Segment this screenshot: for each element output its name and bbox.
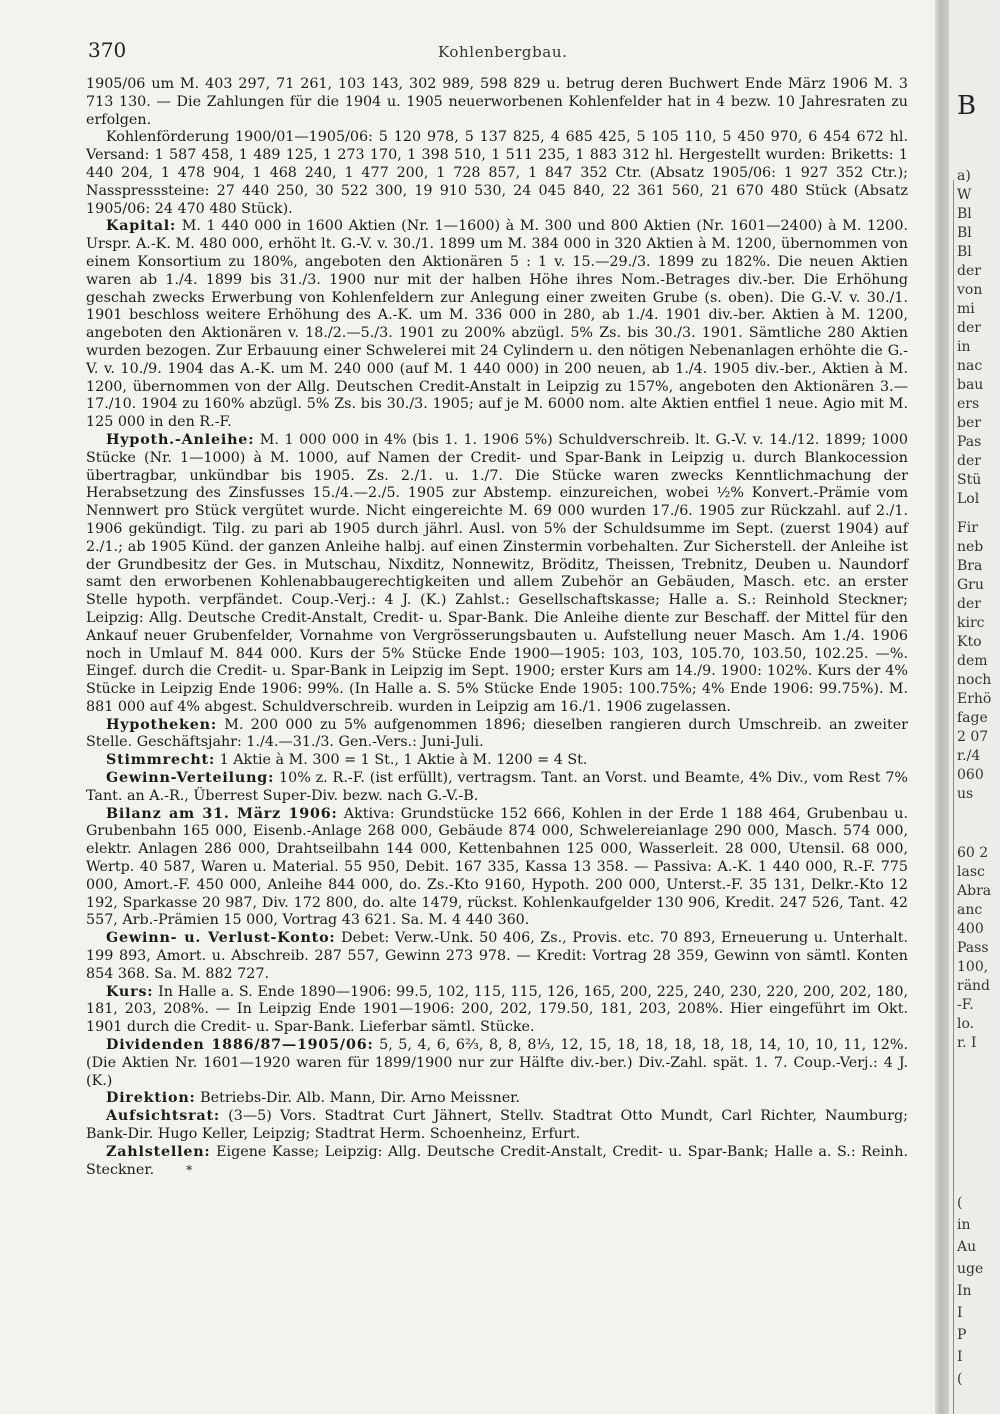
section-heading: Bilanz am 31. März 1906: bbox=[106, 805, 338, 822]
adjacent-page-fragment: mi bbox=[957, 301, 975, 317]
section-heading: Hypotheken: bbox=[106, 716, 217, 733]
paragraph bbox=[86, 1144, 908, 1180]
section-heading: Stimmrecht: bbox=[106, 752, 216, 769]
adjacent-page-fragment: Bl bbox=[957, 244, 972, 260]
paragraph bbox=[86, 76, 908, 129]
section-heading: Hypoth.-Anleihe: bbox=[106, 431, 255, 448]
paragraph-text: Debet: Verw.-Unk. 50 406, Zs., Provis. etc. 70 893, Erneuerung u. Unterhalt. 199 893, Amort. u. Abschreib. 287 557, Gewinn 273 978. — Kredit: Vortrag 28 359, Gewinn von sämtl. Konten 854 368. Sa. M. 882 727. bbox=[86, 930, 908, 982]
page-number: 370 bbox=[88, 38, 127, 62]
adjacent-page-fragment: ber bbox=[957, 415, 981, 431]
adjacent-page-fragment: B bbox=[957, 91, 977, 121]
paragraph bbox=[86, 218, 908, 432]
adjacent-page-fragment: lo. bbox=[957, 1016, 975, 1032]
adjacent-page-fragment: Stü bbox=[957, 472, 982, 488]
paragraph bbox=[86, 984, 908, 1037]
paragraph-text: Eigene Kasse; Leipzig: Allg. Deutsche Credit-Anstalt, Credit- u. Spar-Bank; Halle a. S.: Reinh. Steckner. bbox=[86, 1143, 908, 1178]
paragraph-text: 1 Aktie à M. 300 = 1 St., 1 Aktie à M. 1200 = 4 St. bbox=[219, 752, 588, 769]
adjacent-page-fragment: Pas bbox=[957, 434, 982, 450]
paragraph-text: 1905/06 um M. 403 297, 71 261, 103 143, 302 989, 598 829 u. betrug deren Buchwert Ende März 1906 M. 3 713 130. — Die Zahlungen für die 1904 u. 1905 neuerworbenen Kohlenfelder hat in 4 bezw. 10 Jahresraten zu erfolgen. bbox=[86, 76, 908, 128]
adjacent-page-fragment: der bbox=[957, 596, 981, 612]
adjacent-page-fragment: W bbox=[957, 187, 972, 203]
adjacent-page-fragment: Gru bbox=[957, 577, 984, 593]
adjacent-page-fragment: Lol bbox=[957, 491, 980, 507]
adjacent-page-fragment: in bbox=[957, 1217, 971, 1233]
section-heading: Kapital: bbox=[106, 218, 177, 235]
section-heading: Direktion: bbox=[106, 1090, 196, 1107]
adjacent-page-fragment: von bbox=[957, 282, 983, 298]
adjacent-page-fragment: Kto bbox=[957, 634, 982, 650]
adjacent-page-fragment: neb bbox=[957, 539, 984, 555]
adjacent-page-fragment: Fir bbox=[957, 520, 978, 536]
adjacent-page-fragment: der bbox=[957, 453, 981, 469]
adjacent-page-fragment: fage bbox=[957, 710, 988, 726]
adjacent-page-fragment: Bra bbox=[957, 558, 983, 574]
adjacent-page-fragment: ränd bbox=[957, 978, 991, 994]
paragraph-text: Betriebs-Dir. Alb. Mann, Dir. Arno Meissner. bbox=[200, 1090, 520, 1107]
paragraph bbox=[86, 1037, 908, 1090]
adjacent-page-fragment: bau bbox=[957, 377, 984, 393]
adjacent-page-fragment: ( bbox=[957, 1371, 963, 1387]
adjacent-page-fragment: uge bbox=[957, 1261, 984, 1277]
section-heading: Aufsichtsrat: bbox=[106, 1108, 220, 1125]
adjacent-page-fragment: 060 bbox=[957, 767, 984, 783]
adjacent-page-fragment: noch bbox=[957, 672, 992, 688]
adjacent-page-fragment: Pass bbox=[957, 940, 989, 956]
adjacent-page-fragment: us bbox=[957, 786, 974, 802]
adjacent-page-fragment: ( bbox=[957, 1195, 963, 1211]
adjacent-page-fragment: Bl bbox=[957, 206, 972, 222]
adjacent-page-fragment: a) bbox=[957, 168, 971, 184]
adjacent-page-fragment: r./4 bbox=[957, 748, 981, 764]
adjacent-page-fragment: der bbox=[957, 320, 981, 336]
adjacent-page-edge bbox=[949, 0, 1000, 1414]
adjacent-page-fragment: Abra bbox=[957, 883, 992, 899]
adjacent-page-fragment: 2 07 bbox=[957, 729, 989, 745]
adjacent-page-fragment: lasc bbox=[957, 864, 985, 880]
paragraph-text: 10% z. R.-F. (ist erfüllt), vertragsm. Tant. an Vorst. und Beamte, 4% Div., vom Rest 7% Tant. an A.-R., Überrest Super-Div. bezw. nach G.-V.-B. bbox=[86, 770, 908, 804]
running-title: Kohlenbergbau. bbox=[438, 43, 568, 61]
paragraph bbox=[86, 717, 908, 753]
paragraph-text: Aktiva: Grundstücke 152 666, Kohlen in der Erde 1 188 464, Grubenbau u. Grubenbahn 165 000, Eisenb.-Anlage 268 000, Gebäude 874 000, Schwelereianlage 290 000, Masch. 574 000, elektr. Anlagen 286 000, Drahtseilbahn 144 000, Kettenbahnen 125 000, Wasserleit. 28 000, Utensil. 68 000, Wertp. 40 587, Waren u. Material. 55 950, Debit. 167 335, Kassa 13 358. — Passiva: A.-K. 1 440 000, R.-F. 775 000, Amort.-F. 450 000, Anleihe 844 000, do. Zs.-Kto 9160, Hypoth. 200 000, Unterst.-F. 35 131, Delkr.-Kto 12 192, Sparkasse 20 987, Div. 172 800, do. alte 1479, rückst. Kohlenkaufgelder 130 906, Kredit. 247 526, Tant. 42 557, Arb.-Prämien 15 000, Vortrag 43 621. Sa. M. 4 440 360. bbox=[86, 805, 909, 929]
paragraph bbox=[86, 1090, 908, 1108]
adjacent-page-fragment: Au bbox=[957, 1239, 977, 1255]
section-heading: Gewinn-Verteilung: bbox=[106, 770, 275, 787]
page-body bbox=[86, 76, 908, 1179]
adjacent-page-fragment: nac bbox=[957, 358, 983, 374]
adjacent-page-fragment: anc bbox=[957, 902, 983, 918]
paragraph bbox=[86, 806, 908, 931]
adjacent-page-fragment: kirc bbox=[957, 615, 985, 631]
adjacent-page-fragment: P bbox=[957, 1327, 967, 1343]
paragraph bbox=[86, 1108, 908, 1144]
section-heading: Kurs: bbox=[106, 983, 154, 1000]
section-heading: Zahlstellen: bbox=[106, 1143, 211, 1160]
section-heading: Dividenden 1886/87—1905/06: bbox=[106, 1037, 374, 1054]
book-gutter bbox=[935, 0, 949, 1414]
section-heading: Gewinn- u. Verlust-Konto: bbox=[106, 930, 336, 947]
adjacent-page-fragment: 60 2 bbox=[957, 845, 989, 861]
adjacent-page-fragment: I bbox=[957, 1349, 963, 1365]
paragraph bbox=[86, 930, 908, 983]
paragraph-text: M. 1 440 000 in 1600 Aktien (Nr. 1—1600) à M. 300 und 800 Aktien (Nr. 1601—2400) à M. 1200. Urspr. A.-K. M. 480 000, erhöht lt. G.-V. v. 30./1. 1899 um M. 384 000 in 320 Aktien à M. 1200, übernommen von einem Konsortium zu 180%, angeboten den Aktionären 5 : 1 v. 15.—29./3. 1899 zu 182%. Die neuen Aktien waren ab 1./4. 1899 bis 31./3. 1900 nur mit der halben Höhe ihres Nom.-Betrages div.-ber. Die Erhöhung geschah zwecks Erwerbung von Kohlenfeldern zur Anlegung einer zweiten Grube (s. oben). Die G.-V. v. 30./1. 1901 beschloss weitere Erhöhung des A.-K. um M. 336 000 in 280, ab 1./4. 1901 div.-ber. Aktien à M. 1200, angeboten den Aktionären v. 18./2.—5./3. 1901 zu 200% abzügl. 5% Zs. bis 30./3. 1901. Sämtliche 280 Aktien wurden bezogen. Zur Erbauung einer Schwelerei mit 24 Cylindern u. den nötigen Nebenanlagen erhöhte die G.-V. v. 10./9. 1904 das A.-K. um M. 240 000 (auf M. 1 440 000) in 200 neuen, ab 1./4. 1905 div.-ber., Aktien à M. 1200, übernommen von der Allg. Deutschen Credit-Anstalt in Leipzig zu 157%, angeboten den Aktionären 3.—17./10. 1904 zu 160% abzügl. 5% Zs. bis 30./3. 1905; auf je M. 6000 nom. alte Aktien entfiel 1 neue. Agio mit M. 125 000 in den R.-F. bbox=[86, 218, 908, 431]
paragraph-text: M. 1 000 000 in 4% (bis 1. 1. 1906 5%) Schuldverschreib. lt. G.-V. v. 14./12. 1899; 1000 Stücke (Nr. 1—1000) à M. 1000, auf Namen der Credit- und Spar-Bank in Leipzig u. durch Blankocession übertragbar, unkündbar bis 1905. Zs. 2./1. u. 1./7. Die Stücke waren zwecks Kenntlichmachung der Herabsetzung des Zinsfusses 15./4.—2./5. 1905 zur Abstemp. einzureichen, wobei ½% Konvert.-Prämie vom Nennwert pro Stück vergütet wurde. Nicht eingereichte M. 69 000 wurden 17./6. 1905 zur Rückzahl. auf 2./1. 1906 gekündigt. Tilg. zu pari ab 1905 durch jährl. Ausl. von 5% der Schuldsumme im Sept. (zuerst 1904) auf 2./1.; ab 1905 Künd. der ganzen Anleihe halbj. auf einen Zinstermin vorbehalten. Zur Sicherstell. der Anleihe ist der Grundbesitz der Ges. in Mutschau, Nixditz, Nonnewitz, Bröditz, Theissen, Trebnitz, Deuben u. Naundorf samt den erworbenen Kohlenabbaugerechtigkeiten und allem Zubehör an Gebäuden, Masch. etc. an erster Stelle hypoth. verpfändet. Coup.-Verj.: 4 J. (K.) Zahlst.: Gesellschaftskasse; Halle a. S.: Reinhold Steckner; Leipzig: Allg. Deutsche Credit-Anstalt, Credit- u. Spar-Bank. Die Anleihe diente zur Beschaff. der Mittel für den Ankauf neuer Grubenfelder, Vornahme von Vergrösserungsbauten u. Aufstellung neuer Masch. Am 1./4. 1906 noch in Umlauf M. 844 000. Kurs der 5% Stücke Ende 1900—1905: 103, 103, 105.70, 103.50, 102.25. —%. Eingef. durch die Credit- u. Spar-Bank in Leipzig im Sept. 1900; erster Kurs am 14./9. 1900: 102%. Kurs der 4% Stücke in Leipzig Ende 1906: 99%. (In Halle a. S. 5% Stücke Ende 1905: 100.75%; 4% Ende 1906: 99.75%). M. 881 000 auf 4% abgest. Schuldverschreib. wurden in Leipzig am 16./1. 1906 zugelassen. bbox=[86, 431, 908, 715]
paragraph bbox=[86, 752, 908, 770]
adjacent-page-fragment: ers bbox=[957, 396, 980, 412]
adjacent-page-fragment: In bbox=[957, 1283, 972, 1299]
adjacent-page-fragment: I bbox=[957, 1305, 963, 1321]
adjacent-page-fragment: in bbox=[957, 339, 971, 355]
page-edge-line bbox=[953, 180, 954, 1414]
paragraph bbox=[86, 770, 908, 806]
adjacent-page-fragment: r. I bbox=[957, 1035, 977, 1051]
adjacent-page-fragment: dem bbox=[957, 653, 988, 669]
adjacent-page-fragment: 400 bbox=[957, 921, 984, 937]
paragraph-text: Kohlenförderung 1900/01—1905/06: 5 120 978, 5 137 825, 4 685 425, 5 105 110, 5 450 970, 6 454 672 hl. Versand: 1 587 458, 1 489 125, 1 273 170, 1 398 510, 1 511 235, 1 883 312 hl. Hergestellt wurden: Briketts: 1 440 204, 1 478 904, 1 468 240, 1 477 200, 1 728 857, 1 847 352 Ctr. (Absatz 1905/06: 1 927 352 Ctr.); Nasspresssteine: 27 440 250, 30 522 300, 19 910 530, 24 045 840, 22 361 560, 21 670 480 Stück (Absatz 1905/06: 24 470 480 Stück). bbox=[86, 129, 908, 217]
adjacent-page-fragment: Bl bbox=[957, 225, 972, 241]
paragraph-text: (3—5) Vors. Stadtrat Curt Jähnert, Stellv. Stadtrat Otto Mundt, Carl Richter, Naumburg; Bank-Dir. Hugo Keller, Leipzig; Stadtrat Herm. Schoenheinz, Erfurt. bbox=[86, 1108, 908, 1143]
adjacent-page-fragment: -F. bbox=[957, 997, 974, 1013]
paragraph-text: M. 200 000 zu 5% aufgenommen 1896; dieselben rangieren durch Umschreib. an zweiter Stelle. Geschäftsjahr: 1./4.—31./3. Gen.-Vers.: Juni-Juli. bbox=[86, 716, 908, 751]
paragraph bbox=[86, 432, 908, 717]
adjacent-page-fragment: 100, bbox=[957, 959, 989, 975]
adjacent-page-fragment: Erhö bbox=[957, 691, 992, 707]
paragraph bbox=[86, 129, 908, 218]
footnote-mark: * bbox=[186, 1162, 193, 1177]
adjacent-page-fragment: der bbox=[957, 263, 981, 279]
paragraph-text: In Halle a. S. Ende 1890—1906: 99.5, 102, 115, 115, 126, 165, 200, 225, 240, 230, 220, 200, 202, 180, 181, 203, 208%. — In Leipzig Ende 1901—1906: 200, 202, 179.50, 181, 203, 208%. Hier eingeführt im Okt. 1901 durch die Credit- u. Spar-Bank. Lieferbar sämtl. Stücke. bbox=[86, 983, 908, 1036]
paragraph-text: 5, 5, 4, 6, 6⅔, 8, 8, 8⅓, 12, 15, 18, 18, 18, 18, 18, 14, 10, 10, 11, 12%. (Die Aktien Nr. 1601—1920 waren für 1899/1900 nur zur Hälfte div.-ber.) Div.-Zahl. spät. 1. 7. Coup.-Verj.: 4 J. (K.) bbox=[86, 1037, 908, 1089]
